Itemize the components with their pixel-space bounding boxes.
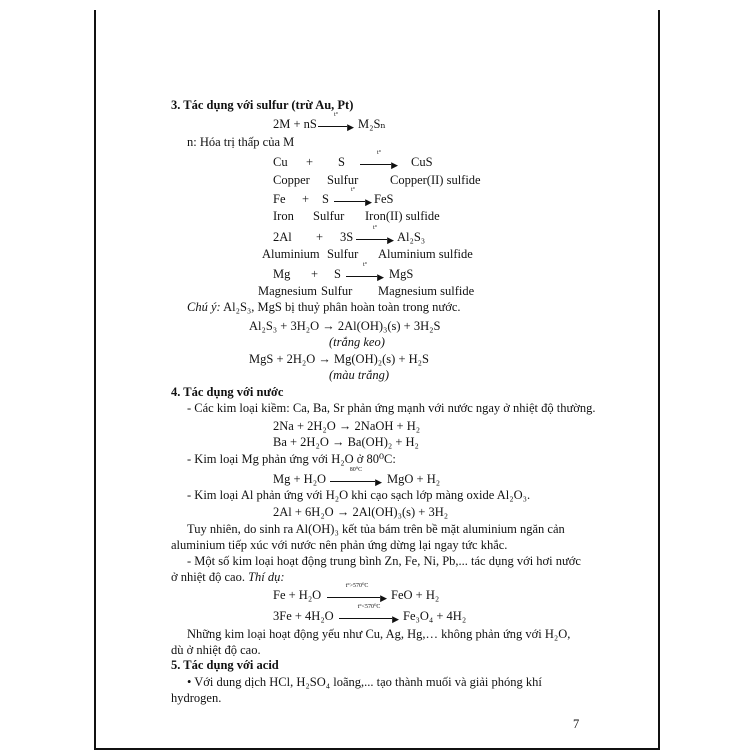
- hydrolysis-eq-2-note: (màu trắng): [329, 368, 390, 382]
- cu-arrow: t° ▶: [360, 156, 398, 168]
- fe-name-2: Sulfur: [313, 209, 345, 223]
- fe-sulfur: S: [322, 192, 329, 206]
- s4-eq-6-right: Fe₃O₄ + 4H₂: [403, 609, 467, 623]
- al-arrow: t° ▶: [356, 231, 394, 243]
- s4-p5b-text: ở nhiệt độ cao.: [171, 570, 245, 584]
- s5-paragraph-1b: hydrogen.: [171, 691, 222, 705]
- page-number: 7: [573, 717, 580, 731]
- mg-name-1: Magnesium: [258, 284, 318, 298]
- s4-eq-4: 2Al + 6H₂O → 2Al(OH)₃(s) + 3H₂: [273, 505, 449, 519]
- eq0-right: M₂Sₙ: [358, 117, 386, 131]
- note-label: Chú ý:: [187, 300, 221, 314]
- fe-plus: +: [302, 192, 310, 206]
- note-text: Al₂S₃, MgS bị thuỷ phân hoàn toàn trong nước.: [220, 300, 461, 314]
- s4-eq-5-arrow: t°>570⁰C ▶: [327, 589, 387, 601]
- note-n: n: Hóa trị thấp của M: [187, 135, 295, 149]
- mg-sulfur: S: [334, 267, 341, 281]
- al-reactant: 2Al: [273, 230, 292, 244]
- cu-sulfur: S: [338, 155, 345, 169]
- al-name-2: Sulfur: [327, 247, 359, 261]
- fe-name-1: Iron: [273, 209, 294, 223]
- cu-name-3: Copper(II) sulfide: [390, 173, 481, 187]
- mg-name-2: Sulfur: [321, 284, 353, 298]
- s4-eq-3-arrow: 80⁰C ▶: [330, 473, 382, 485]
- s4-paragraph-3: - Kim loại Al phản ứng với H₂O khi cạo sạch lớp màng oxide Al₂O₃.: [187, 488, 531, 502]
- al-product: Al₂S₃: [397, 230, 426, 244]
- al-name-1: Aluminium: [262, 247, 320, 261]
- s4-paragraph-6b: dù ở nhiệt độ cao.: [171, 643, 261, 657]
- al-sulfur: 3S: [340, 230, 354, 244]
- cu-name-2: Sulfur: [327, 173, 359, 187]
- eq0-arrow: t° ▶: [318, 118, 354, 130]
- s4-paragraph-6a: Những kim loại hoạt động yếu như Cu, Ag, Hg,… không phản ứng với H₂O,: [187, 627, 571, 641]
- s4-p5b-example: Thí dụ:: [244, 570, 285, 584]
- section-4-heading: 4. Tác dụng với nước: [171, 385, 284, 399]
- s4-eq-2: Ba + 2H₂O → Ba(OH)₂ + H₂: [273, 435, 419, 449]
- hydrolysis-eq-1-note: (trắng keo): [329, 335, 385, 349]
- s4-paragraph-1: - Các kim loại kiềm: Ca, Ba, Sr phản ứng mạnh với nước ngay ở nhiệt độ thường.: [187, 401, 596, 415]
- s4-eq-1: 2Na + 2H₂O → 2NaOH + H₂: [273, 419, 421, 433]
- fe-product: FeS: [374, 192, 394, 206]
- mg-reactant: Mg: [273, 267, 291, 281]
- mg-product: MgS: [389, 267, 414, 281]
- s4-eq-3-left: Mg + H₂O: [273, 472, 327, 486]
- al-plus: +: [316, 230, 324, 244]
- mg-name-3: Magnesium sulfide: [378, 284, 475, 298]
- s4-paragraph-5b: [171, 570, 285, 584]
- cu-name-1: Copper: [273, 173, 310, 187]
- s4-eq-6-arrow: t°<570⁰C ▶: [339, 610, 399, 622]
- cu-plus: +: [306, 155, 314, 169]
- s4-paragraph-2: - Kim loại Mg phản ứng với H₂O ở 80⁰C:: [187, 452, 396, 466]
- s4-eq-5-right: FeO + H₂: [391, 588, 440, 602]
- s4-eq-6-left: 3Fe + 4H₂O: [273, 609, 334, 623]
- section-5-heading: 5. Tác dụng với acid: [171, 658, 279, 672]
- hydrolysis-note: [187, 300, 461, 314]
- cu-reactant: Cu: [273, 155, 288, 169]
- section-3-heading: 3. Tác dụng với sulfur (trừ Au, Pt): [171, 98, 354, 112]
- hydrolysis-eq-1: Al₂S₃ + 3H₂O → 2Al(OH)₃(s) + 3H₂S: [249, 319, 441, 333]
- fe-arrow: t° ▶: [334, 193, 372, 205]
- hydrolysis-eq-2: MgS + 2H₂O → Mg(OH)₂(s) + H₂S: [249, 352, 429, 366]
- s4-paragraph-4a: Tuy nhiên, do sinh ra Al(OH)₃ kết tủa bám trên bề mặt aluminium ngăn cản: [187, 522, 565, 536]
- fe-name-3: Iron(II) sulfide: [365, 209, 440, 223]
- mg-arrow: t° ▶: [346, 268, 384, 280]
- eq0-left: 2M + nS: [273, 117, 317, 131]
- s4-eq-3-right: MgO + H₂: [387, 472, 441, 486]
- fe-reactant: Fe: [273, 192, 286, 206]
- s5-paragraph-1a: • Với dung dịch HCl, H₂SO₄ loãng,... tạo thành muối và giải phóng khí: [187, 675, 542, 689]
- s4-paragraph-4b: aluminium tiếp xúc với nước nên phản ứng dừng lại ngay tức khắc.: [171, 538, 508, 552]
- s4-paragraph-5a: - Một số kim loại hoạt động trung bình Zn, Fe, Ni, Pb,... tác dụng với hơi nước: [187, 554, 581, 568]
- cu-product: CuS: [411, 155, 433, 169]
- al-name-3: Aluminium sulfide: [378, 247, 473, 261]
- mg-plus: +: [311, 267, 319, 281]
- s4-eq-5-left: Fe + H₂O: [273, 588, 322, 602]
